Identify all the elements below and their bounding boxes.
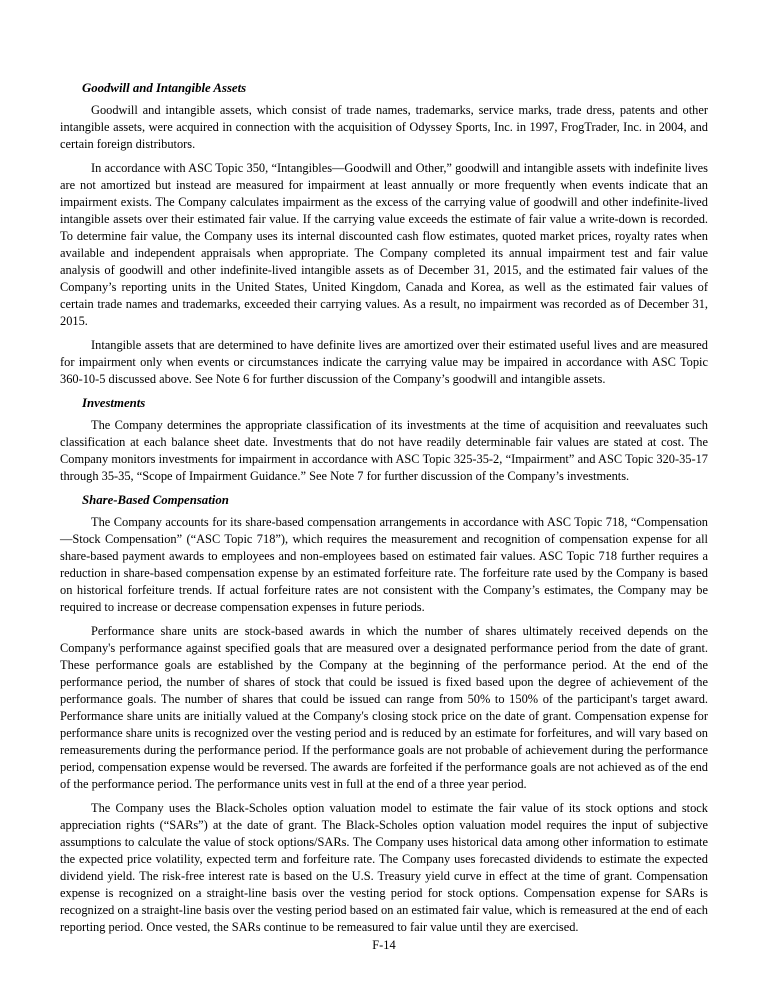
paragraph: The Company accounts for its share-based compensation arrangements in accordance with ASC Topic 718, “Compensation—Stock Compensation” (“ASC Topic 718”), which requires the measurement and recognition of compensation expense for all share-based payment awards to employees and non-employees based on estimated fair values. ASC Topic 718 further requires a reduction in share-based compensation expense by an estimated forfeiture rate. The forfeiture rate used by the Company is based on historical forfeiture trends. If actual forfeiture rates are not consistent with the Company’s estimates, the Company may be required to increase or decrease compensation expenses in future periods. — [60, 515, 708, 614]
section-heading: Goodwill and Intangible Assets — [82, 81, 247, 95]
section-share-based-compensation — [60, 492, 708, 936]
paragraph: The Company uses the Black-Scholes option valuation model to estimate the fair value of its stock options and stock appreciation rights (“SARs”) at the date of grant. The Black-Scholes option valuation model requires the input of subjective assumptions to calculate the value of stock options/SARs. The Company uses historical data among other information to estimate the expected price volatility, expected term and forfeiture rate. The Company uses forecasted dividends to estimate the expected dividend yield. The risk-free interest rate is based on the U.S. Treasury yield curve in effect at the time of grant. Compensation expense is recognized on a straight-line basis over the vesting period for stock options. Compensation expense for SARs is recognized on a straight-line basis over the vesting period based on an estimated fair value, which is remeasured at the end of each reporting period. Once vested, the SARs continue to be remeasured to fair value until they are exercised. — [60, 801, 708, 934]
section-heading: Share-Based Compensation — [82, 493, 229, 507]
page-number: F-14 — [372, 938, 396, 952]
section-goodwill-and-intangible-assets — [60, 80, 708, 388]
paragraph: In accordance with ASC Topic 350, “Intangibles—Goodwill and Other,” goodwill and intangible assets with indefinite lives are not amortized but instead are measured for impairment at least annually or more frequently when events indicate that an impairment exists. The Company calculates impairment as the excess of the carrying value of goodwill and other indefinite-lived intangible assets over their estimated fair value. If the carrying value exceeds the estimate of fair value a write-down is recorded. To determine fair value, the Company uses its internal discounted cash flow estimates, quoted market prices, royalty rates when available and independent appraisals when appropriate. The Company completed its annual impairment test and fair value analysis of goodwill and other indefinite-lived intangible assets as of December 31, 2015, and the estimated fair values of the Company’s reporting units in the United States, United Kingdom, Canada and Korea, as well as the estimated fair values of certain trade names and trademarks, exceeded their carrying values. As a result, no impairment was recorded as of December 31, 2015. — [60, 161, 708, 328]
paragraph: The Company determines the appropriate classification of its investments at the time of acquisition and reevaluates such classification at each balance sheet date. Investments that do not have readily determinable fair values are stated at cost. The Company monitors investments for impairment in accordance with ASC Topic 325-35-2, “Impairment” and ASC Topic 320-35-17 through 35-35, “Scope of Impairment Guidance.” See Note 7 for further discussion of the Company’s investments. — [60, 418, 708, 483]
paragraph: Performance share units are stock-based awards in which the number of shares ultimately received depends on the Company's performance against specified goals that are measured over a designated performance period from the date of grant. These performance goals are established by the Company at the beginning of the performance period. At the end of the performance period, the number of shares of stock that could be issued is fixed based upon the degree of achievement of the performance goals. The number of shares that could be issued can range from 50% to 150% of the participant's target award. Performance share units are initially valued at the Company's closing stock price on the date of grant. Compensation expense for performance share units is recognized over the vesting period and is reduced by an estimate for forfeitures, and will vary based on remeasurements during the performance period. If the performance goals are not probable of achievement during the performance period, compensation expense would be reversed. The awards are forfeited if the performance goals are not achieved as of the end of the performance period. The performance units vest in full at the end of a three year period. — [60, 624, 708, 791]
section-heading: Investments — [82, 396, 146, 410]
paragraph: Goodwill and intangible assets, which consist of trade names, trademarks, service marks, trade dress, patents and other intangible assets, were acquired in connection with the acquisition of Odyssey Sports, Inc. in 1997, FrogTrader, Inc. in 2004, and certain foreign distributors. — [60, 103, 708, 151]
section-investments — [60, 395, 708, 485]
paragraph: Intangible assets that are determined to have definite lives are amortized over their estimated useful lives and are measured for impairment only when events or circumstances indicate the carrying value may be impaired in accordance with ASC Topic 360-10-5 discussed above. See Note 6 for further discussion of the Company’s goodwill and intangible assets. — [60, 338, 708, 386]
